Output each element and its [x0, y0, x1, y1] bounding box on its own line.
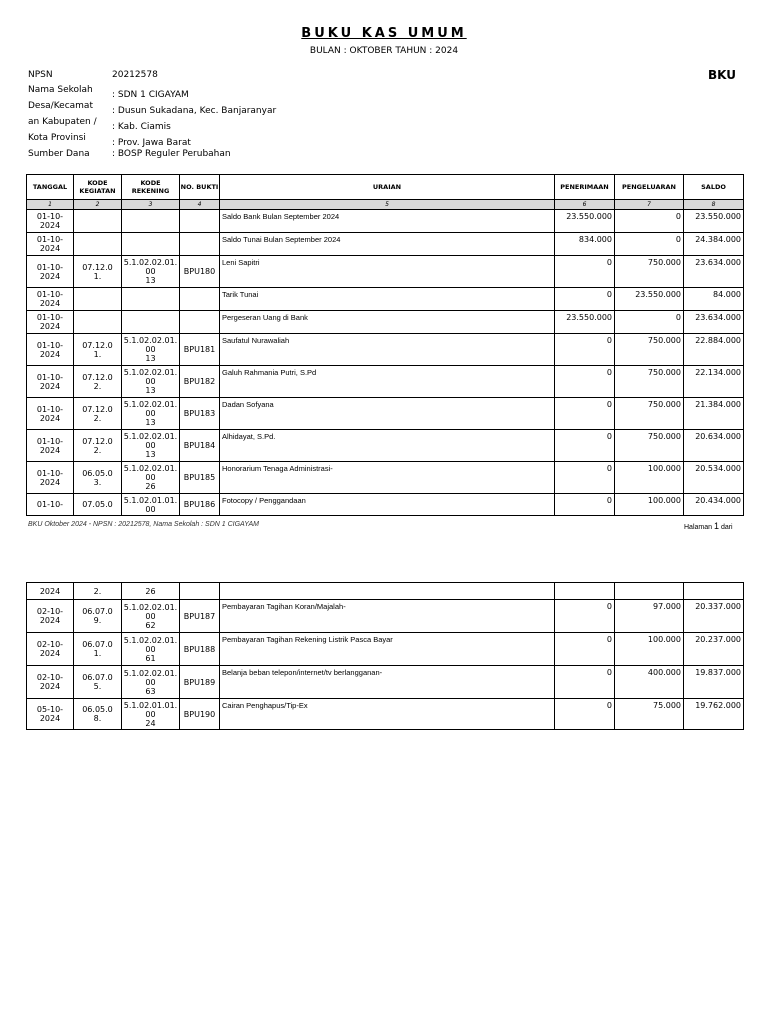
cell-pengeluaran: 0	[615, 210, 684, 233]
cell-tanggal: 02-10- 2024	[27, 600, 74, 633]
cell-no-bukti: BPU180	[180, 256, 220, 288]
cell-saldo: 20.434.000	[684, 494, 744, 516]
cell-saldo: 20.634.000	[684, 430, 744, 462]
cell-kode-kegiatan	[74, 210, 122, 233]
cell-saldo	[684, 583, 744, 600]
cell-kode-kegiatan: 07.12.0 1.	[74, 334, 122, 366]
cell-kode-kegiatan: 06.07.0 1.	[74, 633, 122, 666]
cell-kode-kegiatan: 2.	[74, 583, 122, 600]
cell-no-bukti: BPU190	[180, 699, 220, 730]
cell-no-bukti: BPU187	[180, 600, 220, 633]
cell-tanggal: 05-10- 2024	[27, 699, 74, 730]
npsn-value: 20212578	[112, 70, 158, 80]
desa-value: : Dusun Sukadana, Kec. Banjaranyar	[112, 106, 277, 116]
cell-kode-kegiatan: 07.12.0 1.	[74, 256, 122, 288]
cell-saldo: 20.337.000	[684, 600, 744, 633]
cell-penerimaan: 0	[555, 398, 615, 430]
cell-tanggal: 02-10- 2024	[27, 666, 74, 699]
cell-tanggal: 01-10- 2024	[27, 366, 74, 398]
cell-kode-rekening	[122, 233, 180, 256]
cell-pengeluaran	[615, 583, 684, 600]
cell-pengeluaran: 97.000	[615, 600, 684, 633]
table-row	[27, 210, 744, 233]
table-row	[27, 583, 744, 600]
cell-uraian: Saldo Tunai Bulan September 2024	[220, 233, 555, 256]
page-number: 1	[713, 521, 719, 531]
cell-uraian: Alhidayat, S.Pd.	[220, 430, 555, 462]
cell-tanggal: 01-10- 2024	[27, 288, 74, 311]
cell-tanggal: 01-10- 2024	[27, 398, 74, 430]
cell-penerimaan: 0	[555, 494, 615, 516]
cell-penerimaan: 0	[555, 633, 615, 666]
cell-saldo: 20.534.000	[684, 462, 744, 494]
cell-kode-rekening	[122, 210, 180, 233]
cell-penerimaan: 0	[555, 288, 615, 311]
cell-no-bukti: BPU188	[180, 633, 220, 666]
cell-kode-rekening: 5.1.02.02.01. 00 63	[122, 666, 180, 699]
cell-penerimaan: 0	[555, 256, 615, 288]
cell-penerimaan: 23.550.000	[555, 210, 615, 233]
table-row	[27, 288, 744, 311]
cell-no-bukti: BPU184	[180, 430, 220, 462]
col-number: 7	[615, 200, 684, 210]
col-number: 4	[180, 200, 220, 210]
cell-kode-rekening	[122, 288, 180, 311]
cell-pengeluaran: 75.000	[615, 699, 684, 730]
table-row	[27, 430, 744, 462]
cell-kode-rekening: 5.1.02.01.01. 00 24	[122, 699, 180, 730]
table-row	[27, 462, 744, 494]
cell-kode-kegiatan: 07.12.0 2.	[74, 430, 122, 462]
kota-label: Kota Provinsi	[28, 133, 86, 143]
cell-uraian: Pembayaran Tagihan Koran/Majalah-	[220, 600, 555, 633]
cell-saldo: 23.550.000	[684, 210, 744, 233]
cell-tanggal: 01-10- 2024	[27, 430, 74, 462]
cell-saldo: 23.634.000	[684, 311, 744, 334]
cell-kode-rekening: 5.1.02.02.01. 00 13	[122, 334, 180, 366]
table-row	[27, 366, 744, 398]
cell-uraian: Belanja beban telepon/internet/tv berlangganan-	[220, 666, 555, 699]
cell-pengeluaran: 750.000	[615, 334, 684, 366]
cell-penerimaan: 834.000	[555, 233, 615, 256]
table-row	[27, 699, 744, 730]
cell-no-bukti: BPU186	[180, 494, 220, 516]
cell-kode-rekening: 5.1.02.02.01. 00 62	[122, 600, 180, 633]
col-no-bukti: NO. BUKTI	[180, 175, 220, 200]
table-header-row	[27, 175, 744, 200]
cell-kode-kegiatan: 06.05.0 8.	[74, 699, 122, 730]
table-row	[27, 311, 744, 334]
cell-no-bukti: BPU185	[180, 462, 220, 494]
table-row	[27, 233, 744, 256]
cell-tanggal: 01-10- 2024	[27, 311, 74, 334]
cell-tanggal: 01-10-	[27, 494, 74, 516]
cell-tanggal: 01-10- 2024	[27, 256, 74, 288]
cell-saldo: 23.634.000	[684, 256, 744, 288]
cell-pengeluaran: 400.000	[615, 666, 684, 699]
cell-penerimaan: 0	[555, 334, 615, 366]
col-saldo: SALDO	[684, 175, 744, 200]
cell-no-bukti: BPU183	[180, 398, 220, 430]
cell-kode-rekening: 5.1.02.02.01. 00 13	[122, 430, 180, 462]
bku-label: BKU	[708, 68, 736, 82]
desa-label: Desa/Kecamat	[28, 101, 93, 111]
col-number: 1	[27, 200, 74, 210]
col-uraian: URAIAN	[220, 175, 555, 200]
bku-table-page2	[26, 582, 744, 730]
cell-kode-rekening	[122, 311, 180, 334]
cell-saldo: 22.134.000	[684, 366, 744, 398]
cell-penerimaan	[555, 583, 615, 600]
cell-uraian	[220, 583, 555, 600]
cell-tanggal: 01-10- 2024	[27, 462, 74, 494]
page-indicator: Halaman 1 dari	[684, 521, 733, 531]
cell-no-bukti: BPU182	[180, 366, 220, 398]
provinsi-value: : Prov. Jawa Barat	[112, 138, 191, 148]
cell-pengeluaran: 750.000	[615, 398, 684, 430]
cell-kode-kegiatan: 07.12.0 2.	[74, 366, 122, 398]
cell-kode-rekening: 26	[122, 583, 180, 600]
cell-kode-kegiatan	[74, 288, 122, 311]
table-row	[27, 600, 744, 633]
table-row	[27, 256, 744, 288]
col-kode-rekening: KODE REKENING	[122, 175, 180, 200]
kabupaten-value: : Kab. Ciamis	[112, 122, 171, 132]
cell-uraian: Honorarium Tenaga Administrasi-	[220, 462, 555, 494]
cell-pengeluaran: 0	[615, 311, 684, 334]
col-tanggal: TANGGAL	[27, 175, 74, 200]
cell-uraian: Pembayaran Tagihan Rekening Listrik Pasca Bayar	[220, 633, 555, 666]
cell-penerimaan: 0	[555, 462, 615, 494]
nama-sekolah-label: Nama Sekolah	[28, 85, 93, 95]
cell-no-bukti	[180, 583, 220, 600]
table-row	[27, 633, 744, 666]
cell-saldo: 19.762.000	[684, 699, 744, 730]
table-row	[27, 398, 744, 430]
col-number: 6	[555, 200, 615, 210]
nama-sekolah-value: : SDN 1 CIGAYAM	[112, 90, 189, 100]
cell-uraian: Leni Sapitri	[220, 256, 555, 288]
cell-tanggal: 02-10- 2024	[27, 633, 74, 666]
table-row	[27, 334, 744, 366]
cell-penerimaan: 23.550.000	[555, 311, 615, 334]
cell-saldo: 84.000	[684, 288, 744, 311]
col-penerimaan: PENERIMAAN	[555, 175, 615, 200]
col-kode-kegiatan: KODE KEGIATAN	[74, 175, 122, 200]
cell-kode-kegiatan: 06.07.0 9.	[74, 600, 122, 633]
bku-table-page1	[26, 174, 744, 516]
cell-penerimaan: 0	[555, 600, 615, 633]
cell-uraian: Galuh Rahmania Putri, S.Pd	[220, 366, 555, 398]
cell-pengeluaran: 23.550.000	[615, 288, 684, 311]
cell-no-bukti: BPU181	[180, 334, 220, 366]
cell-uraian: Dadan Sofyana	[220, 398, 555, 430]
cell-kode-rekening: 5.1.02.02.01. 00 61	[122, 633, 180, 666]
cell-kode-kegiatan	[74, 233, 122, 256]
cell-pengeluaran: 100.000	[615, 494, 684, 516]
cell-tanggal: 01-10- 2024	[27, 334, 74, 366]
cell-pengeluaran: 750.000	[615, 430, 684, 462]
cell-kode-rekening: 5.1.02.02.01. 00 13	[122, 398, 180, 430]
column-number-row	[27, 200, 744, 210]
cell-no-bukti	[180, 233, 220, 256]
cell-kode-rekening: 5.1.02.01.01. 00	[122, 494, 180, 516]
cell-saldo: 20.237.000	[684, 633, 744, 666]
cell-uraian: Tarik Tunai	[220, 288, 555, 311]
document-title: BUKU KAS UMUM	[301, 26, 467, 41]
table-row	[27, 666, 744, 699]
npsn-label: NPSN	[28, 70, 53, 80]
cell-no-bukti	[180, 210, 220, 233]
cell-saldo: 24.384.000	[684, 233, 744, 256]
cell-pengeluaran: 100.000	[615, 462, 684, 494]
cell-uraian: Pergeseran Uang di Bank	[220, 311, 555, 334]
cell-saldo: 22.884.000	[684, 334, 744, 366]
cell-uraian: Fotocopy / Penggandaan	[220, 494, 555, 516]
col-number: 3	[122, 200, 180, 210]
footer-note: BKU Oktober 2024 - NPSN : 20212578, Nama Sekolah : SDN 1 CIGAYAM	[28, 521, 259, 528]
cell-uraian: Cairan Penghapus/Tip-Ex	[220, 699, 555, 730]
cell-kode-kegiatan	[74, 311, 122, 334]
cell-uraian: Saufatul Nurawaliah	[220, 334, 555, 366]
cell-pengeluaran: 750.000	[615, 256, 684, 288]
cell-tanggal: 01-10- 2024	[27, 210, 74, 233]
cell-kode-rekening: 5.1.02.02.01. 00 13	[122, 256, 180, 288]
cell-penerimaan: 0	[555, 366, 615, 398]
col-number: 5	[220, 200, 555, 210]
cell-uraian: Saldo Bank Bulan September 2024	[220, 210, 555, 233]
cell-penerimaan: 0	[555, 430, 615, 462]
sumber-dana-value: : BOSP Reguler Perubahan	[112, 149, 231, 159]
col-pengeluaran: PENGELUARAN	[615, 175, 684, 200]
cell-kode-rekening: 5.1.02.02.01. 00 13	[122, 366, 180, 398]
sumber-dana-label: Sumber Dana	[28, 149, 90, 159]
cell-penerimaan: 0	[555, 666, 615, 699]
cell-tanggal: 2024	[27, 583, 74, 600]
cell-saldo: 19.837.000	[684, 666, 744, 699]
document-subtitle: BULAN : OKTOBER TAHUN : 2024	[309, 46, 459, 56]
cell-tanggal: 01-10- 2024	[27, 233, 74, 256]
cell-penerimaan: 0	[555, 699, 615, 730]
cell-no-bukti	[180, 288, 220, 311]
cell-no-bukti	[180, 311, 220, 334]
cell-kode-kegiatan: 07.12.0 2.	[74, 398, 122, 430]
cell-saldo: 21.384.000	[684, 398, 744, 430]
col-number: 2	[74, 200, 122, 210]
cell-kode-kegiatan: 06.05.0 3.	[74, 462, 122, 494]
cell-pengeluaran: 100.000	[615, 633, 684, 666]
kabupaten-label: an Kabupaten /	[28, 117, 97, 127]
cell-kode-rekening: 5.1.02.02.01. 00 26	[122, 462, 180, 494]
cell-no-bukti: BPU189	[180, 666, 220, 699]
table-row	[27, 494, 744, 516]
cell-pengeluaran: 0	[615, 233, 684, 256]
cell-kode-kegiatan: 07.05.0	[74, 494, 122, 516]
col-number: 8	[684, 200, 744, 210]
cell-pengeluaran: 750.000	[615, 366, 684, 398]
cell-kode-kegiatan: 06.07.0 5.	[74, 666, 122, 699]
